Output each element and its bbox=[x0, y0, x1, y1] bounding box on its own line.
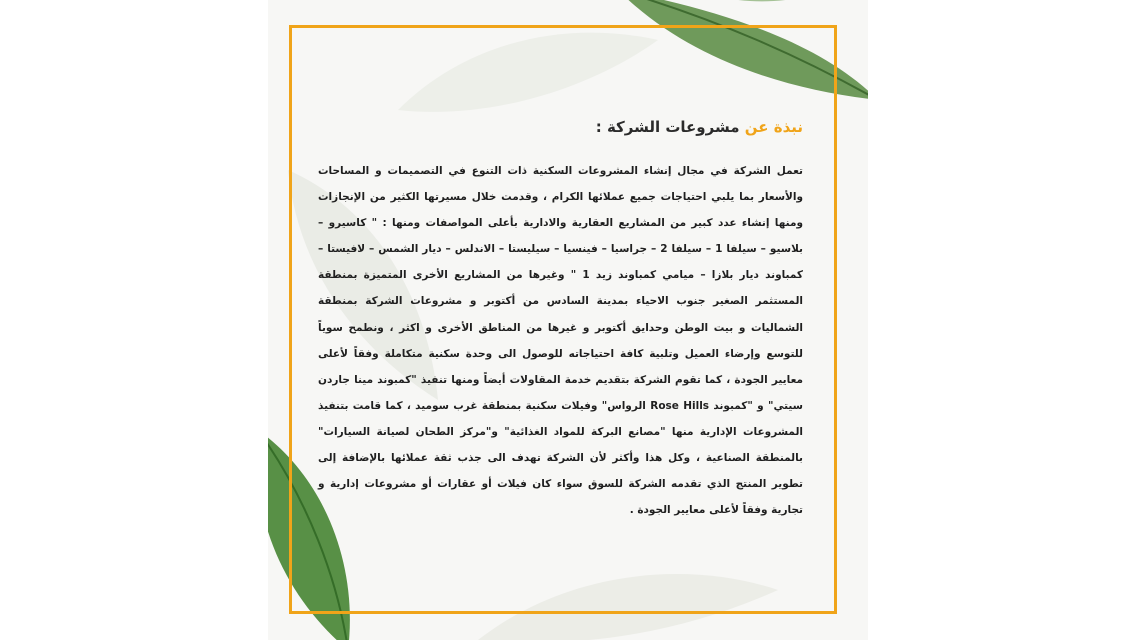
heading-title: مشروعات الشركة : bbox=[595, 118, 740, 136]
section-heading bbox=[318, 118, 803, 136]
body-paragraph: تعمل الشركة في مجال إنشاء المشروعات السكنية ذات التنوع في التصميمات و المساحات والأسعار بما يلبي احتياجات جميع عملائها الكرام ، وقدمت خلال مسيرتها الكثير من الإنجازات ومنها إنشاء عدد كبير من المشاريع العقارية والادارية بأعلى المواصفات ومنها : " كاسيرو – بلاسيو – سيلفا 1 – سيلفا 2 – جراسيا – فينسيا – سيليستا – الاندلس – ديار الشمس – لافيستا – كمباوند ديار بلازا – ميامي كمباوند زيد 1 " وغيرها من المشاريع الأخرى المتميزة بمنطقة المستثمر الصغير جنوب الاحياء بمدينة السادس من أكتوبر و مشروعات الشركة بمنطقة الشماليات و بيت الوطن وحدايق أكتوبر و غيرها من المناطق الأخرى و اكثر ، ونطمح سوياً للتوسع وإرضاء العميل وتلبية كافة احتياجاته للوصول الى وحدة سكنية متكاملة وفقاً لأعلى معايير الجودة ، كما تقوم الشركة بتقديم خدمة المقاولات أيضاً ومنها تنفيذ "كمبوند مينا جاردن سيتي" و "كمبوند Rose Hills الرواس" وفيلات سكنية بمنطقة غرب سوميد ، كما قامت بتنفيذ المشروعات الإدارية منها "مصانع البركة للمواد الغذائية" و"مركز الطحان لصيانة السيارات" بالمنطقة الصناعية ، وكل هذا وأكثر لأن الشركة تهدف الى جذب ثقة عملائها بالإضافة إلى تطوير المنتج الذي تقدمه الشركة للسوق سواء كان فيلات أو عقارات أو مشروعات إدارية و تجارية وفقاً لأعلى معايير الجودة . bbox=[318, 165, 804, 517]
heading-accent: نبذة عن bbox=[744, 118, 803, 136]
content-block bbox=[318, 118, 803, 523]
document-page bbox=[268, 0, 868, 640]
